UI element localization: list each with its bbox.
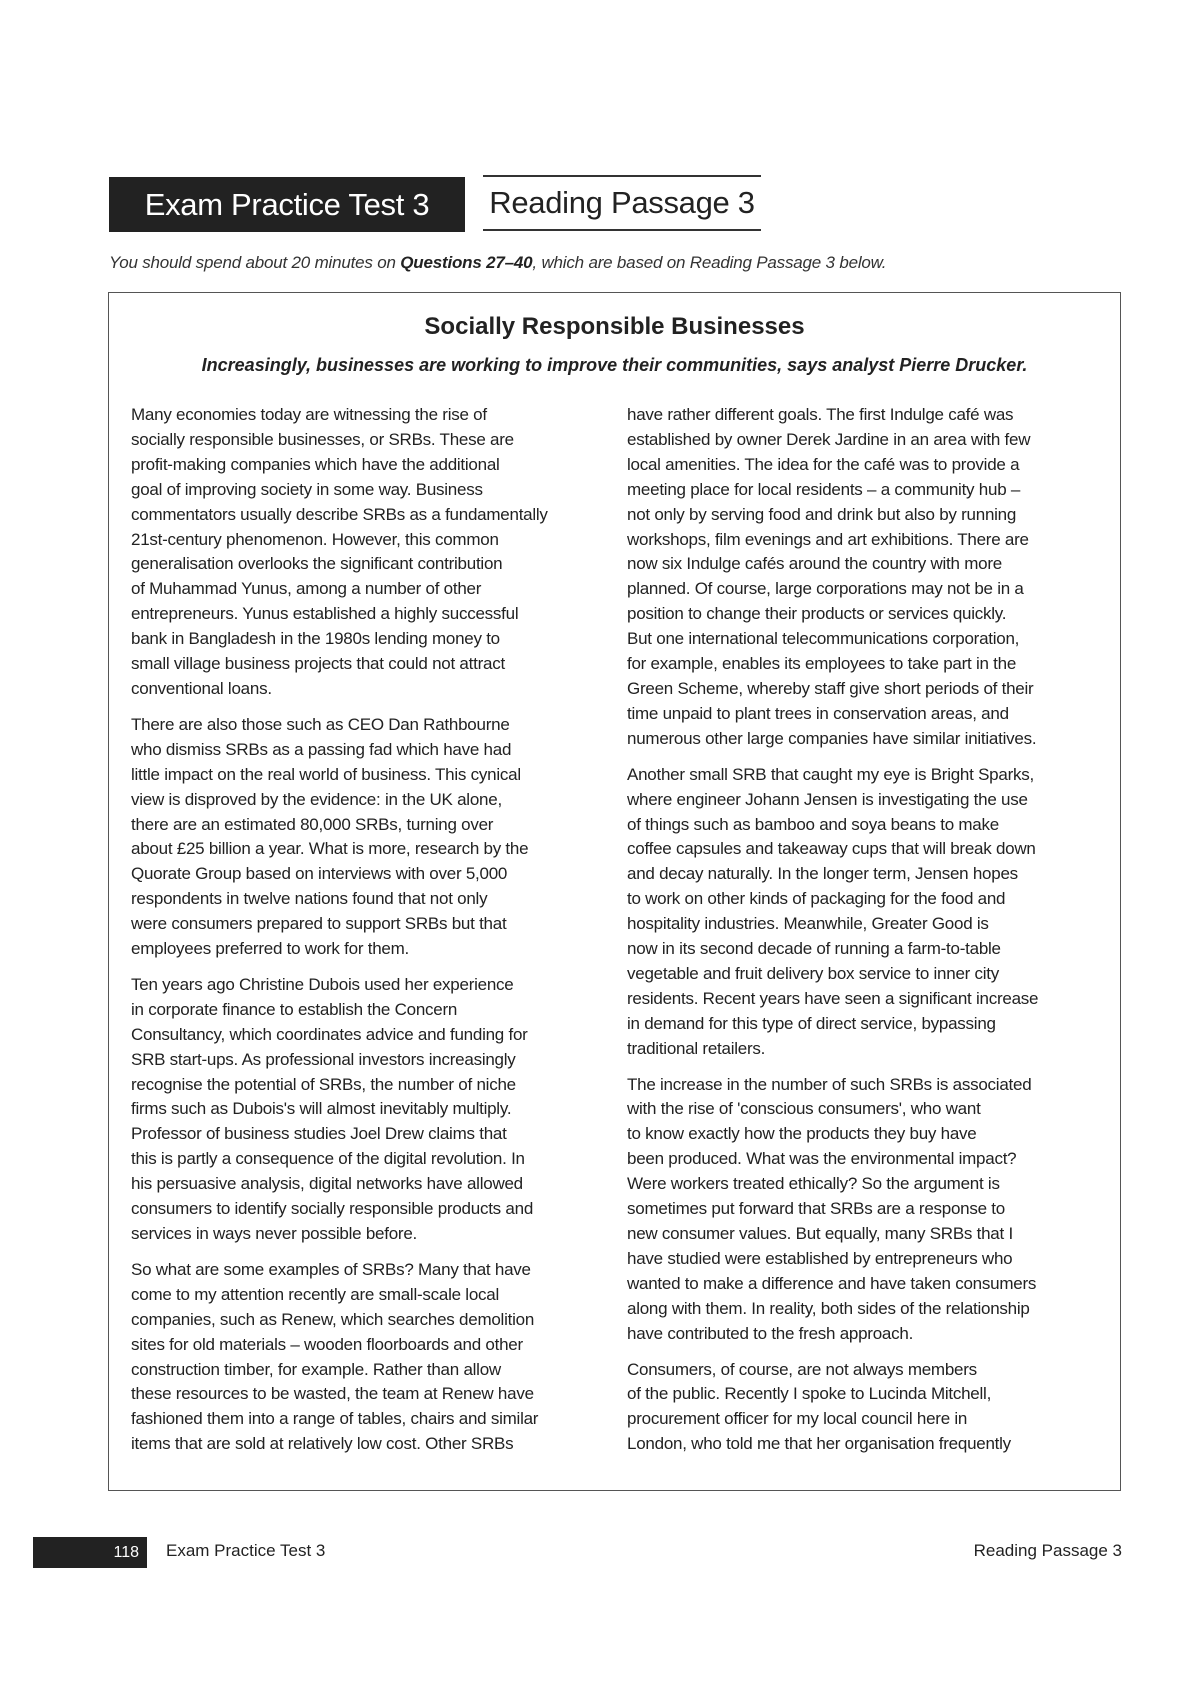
instruction-questions: Questions 27–40	[400, 253, 533, 272]
text-line: hospitality industries. Meanwhile, Greater Good is	[627, 914, 989, 934]
text-line: recognise the potential of SRBs, the number of niche	[131, 1074, 516, 1094]
text-line: vegetable and fruit delivery box service to inner city	[627, 963, 1000, 983]
text-line: sometimes put forward that SRBs are a response to	[627, 1199, 1005, 1219]
text-line: workshops, film evenings and art exhibitions. There are	[627, 529, 1029, 549]
text-line: new consumer values. But equally, many SRBs that I	[627, 1224, 1013, 1243]
text-line: socially responsible businesses, or SRBs. These are	[131, 429, 514, 449]
paragraph	[627, 1358, 1117, 1458]
text-line: Quorate Group based on interviews with over 5,000	[131, 864, 508, 884]
paragraph	[131, 1258, 621, 1457]
text-line: of the public. Recently I spoke to Lucinda Mitchell,	[627, 1384, 992, 1404]
text-line: Were workers treated ethically? So the argument is	[627, 1174, 1000, 1194]
text-line: local amenities. The idea for the café was to provide a	[627, 454, 1020, 474]
text-line: services in ways never possible before.	[131, 1224, 417, 1243]
text-line: commentators usually describe SRBs as a fundamentally	[131, 504, 548, 524]
paragraph	[131, 403, 621, 702]
text-line: But one international telecommunications corporation,	[627, 629, 1020, 649]
text-line: been produced. What was the environmental impact?	[627, 1149, 1017, 1169]
paragraph	[627, 403, 1117, 752]
instruction-text: You should spend about 20 minutes on	[109, 253, 401, 272]
text-line: his persuasive analysis, digital networks have allowed	[131, 1174, 523, 1194]
text-line: who dismiss SRBs as a passing fad which have had	[131, 739, 512, 759]
text-line: goal of improving society in some way. Business	[131, 479, 483, 499]
text-line: for example, enables its employees to take part in the	[627, 654, 1017, 674]
text-line: were consumers prepared to support SRBs but that	[131, 914, 507, 934]
instructions	[109, 253, 886, 273]
text-line: employees preferred to work for them.	[131, 939, 409, 959]
test-label: Exam Practice Test 3	[109, 177, 465, 232]
text-line: where engineer Johann Jensen is investigating the use	[627, 789, 1028, 809]
text-line: fashioned them into a range of tables, chairs and similar	[131, 1409, 539, 1429]
text-line: small village business projects that could not attract	[131, 654, 505, 674]
instruction-text-end: , which are based on Reading Passage 3 below.	[532, 253, 887, 272]
text-line: to work on other kinds of packaging for the food and	[627, 889, 1006, 909]
text-line: construction timber, for example. Rather than allow	[131, 1359, 501, 1379]
text-line: of Muhammad Yunus, among a number of other	[131, 579, 482, 599]
text-line: procurement officer for my local council here in	[627, 1409, 968, 1429]
text-line: Green Scheme, whereby staff give short periods of their	[627, 678, 1034, 698]
text-line: bank in Bangladesh in the 1980s lending money to	[131, 629, 500, 649]
article-subtitle: Increasingly, businesses are working to improve their communities, says analyst Pierre Drucker.	[201, 355, 1028, 375]
text-line: profit-making companies which have the additional	[131, 454, 500, 474]
text-line: now six Indulge cafés around the country with more	[627, 554, 1002, 574]
text-line: to know exactly how the products they buy have	[627, 1124, 977, 1144]
text-line: traditional retailers.	[627, 1038, 766, 1058]
text-line: have studied were established by entrepreneurs who	[627, 1248, 1013, 1268]
text-line: Ten years ago Christine Dubois used her experience	[131, 974, 514, 994]
left-column	[131, 403, 621, 1468]
text-line: come to my attention recently are small-scale local	[131, 1284, 500, 1304]
text-line: Professor of business studies Joel Drew claims that	[131, 1124, 507, 1144]
text-line: little impact on the real world of business. This cynical	[131, 764, 521, 784]
text-line: firms such as Dubois's will almost inevitably multiply.	[131, 1099, 512, 1119]
paragraph	[131, 713, 621, 962]
text-line: of things such as bamboo and soya beans to make	[627, 814, 999, 834]
text-line: consumers to identify socially responsible products and	[131, 1199, 534, 1219]
text-line: numerous other large companies have similar initiatives.	[627, 728, 1037, 748]
text-line: not only by serving food and drink but also by running	[627, 504, 1017, 524]
passage-box	[108, 292, 1121, 1491]
text-line: Another small SRB that caught my eye is Bright Sparks,	[627, 764, 1034, 784]
text-line: in corporate finance to establish the Concern	[131, 999, 458, 1019]
text-line: along with them. In reality, both sides of the relationship	[627, 1298, 1030, 1318]
text-line: coffee capsules and takeaway cups that will break down	[627, 839, 1036, 859]
text-line: time unpaid to plant trees in conservation areas, and	[627, 703, 1009, 723]
text-line: meeting place for local residents – a community hub –	[627, 479, 1021, 499]
text-line: residents. Recent years have seen a significant increase	[627, 988, 1039, 1008]
text-line: these resources to be wasted, the team at Renew have	[131, 1384, 534, 1404]
text-line: 21st-century phenomenon. However, this common	[131, 529, 499, 549]
text-line: There are also those such as CEO Dan Rathbourne	[131, 714, 510, 734]
text-line: view is disproved by the evidence: in the UK alone,	[131, 789, 502, 809]
paragraph	[627, 763, 1117, 1062]
text-line: So what are some examples of SRBs? Many that have	[131, 1259, 531, 1279]
footer-test-label: Exam Practice Test 3	[166, 1541, 326, 1560]
text-line: companies, such as Renew, which searches demolition	[131, 1309, 535, 1329]
text-line: about £25 billion a year. What is more, research by the	[131, 839, 529, 859]
text-line: planned. Of course, large corporations may not be in a	[627, 579, 1024, 599]
text-line: in demand for this type of direct service, bypassing	[627, 1013, 996, 1033]
text-line: Consumers, of course, are not always members	[627, 1359, 977, 1379]
text-line: The increase in the number of such SRBs is associated	[627, 1074, 1032, 1094]
text-line: position to change their products or services quickly.	[627, 604, 1007, 624]
text-line: London, who told me that her organisation frequently	[627, 1434, 1011, 1454]
text-line: sites for old materials – wooden floorboards and other	[131, 1334, 523, 1354]
text-line: have rather different goals. The first Indulge café was	[627, 405, 1014, 424]
text-line: entrepreneurs. Yunus established a highly successful	[131, 604, 519, 624]
text-line: Consultancy, which coordinates advice and funding for	[131, 1024, 528, 1044]
text-line: now in its second decade of running a farm-to-table	[627, 939, 1001, 959]
footer-passage-label: Reading Passage 3	[973, 1541, 1122, 1560]
text-line: this is partly a consequence of the digital revolution. In	[131, 1149, 525, 1169]
page-number: 118	[33, 1537, 147, 1568]
paragraph	[131, 973, 621, 1247]
text-line: conventional loans.	[131, 678, 272, 698]
text-line: wanted to make a difference and have taken consumers	[627, 1273, 1037, 1293]
paragraph	[627, 1073, 1117, 1347]
right-column	[627, 403, 1117, 1468]
text-line: established by owner Derek Jardine in an area with few	[627, 429, 1031, 449]
text-line: there are an estimated 80,000 SRBs, turning over	[131, 814, 494, 834]
text-line: SRB start-ups. As professional investors increasingly	[131, 1049, 516, 1069]
text-line: Many economies today are witnessing the rise of	[131, 405, 487, 424]
text-line: with the rise of 'conscious consumers', who want	[627, 1099, 981, 1119]
article-title: Socially Responsible Businesses	[424, 313, 805, 340]
text-line: generalisation overlooks the significant contribution	[131, 554, 503, 574]
text-line: have contributed to the fresh approach.	[627, 1323, 914, 1343]
passage-label: Reading Passage 3	[483, 175, 761, 231]
text-line: items that are sold at relatively low cost. Other SRBs	[131, 1434, 514, 1454]
text-line: and decay naturally. In the longer term, Jensen hopes	[627, 864, 1018, 884]
text-line: respondents in twelve nations found that not only	[131, 889, 488, 909]
